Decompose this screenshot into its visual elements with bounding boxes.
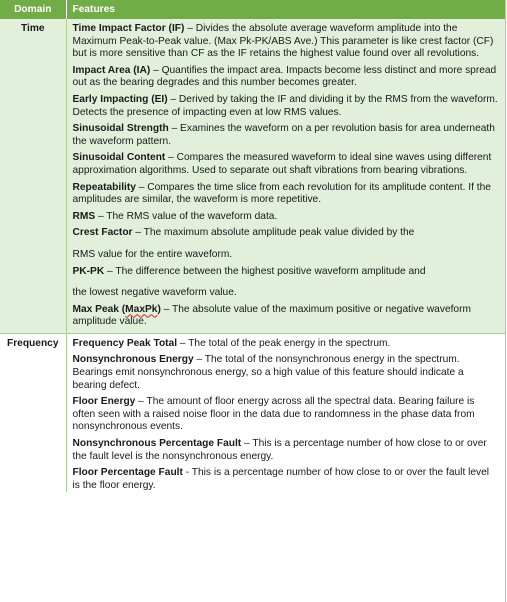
table-header-row [0,0,506,19]
feature-desc: – The absolute value of the maximum positive or negative waveform amplitude value. [72,303,471,328]
feature-crest-factor [67,227,507,240]
feature-name: Sinusoidal Strength [72,123,169,135]
feature-name: Impact Area (IA) [72,64,151,76]
table-row-time [0,19,506,333]
feature-name-part: ) [157,303,161,315]
feature-desc: – Derived by taking the IF and dividing it by the RMS from the waveform. Detects the presence of impacting even at low RMS values. [72,93,498,118]
feature-desc: – Compares the time slice from each revolution for its amplitude content. If the amplitudes are similar, the waveform is more repetitive. [72,181,491,206]
feature-sinusoidal-strength [67,123,507,148]
feature-name: Time Impact Factor (IF) [72,23,185,34]
feature-floor-energy [67,396,507,434]
feature-desc: – The total of the peak energy in the spectrum. [177,337,391,349]
feature-sinusoidal-content [67,152,507,177]
feature-desc: – Divides the absolute average waveform amplitude into the Maximum Peak-to-Peak value. (Max Pk-PK/ABS Ave.) This parameter is like crest factor (CF) but is more sensitive than CF as the IF retains the highest value found over all revolutions. [72,23,494,60]
feature-name: RMS [72,210,96,222]
feature-name: Sinusoidal Content [72,152,166,164]
feature-name [73,304,161,315]
feature-name: Floor Percentage Fault [72,467,183,479]
feature-desc: – The total of the nonsynchronous energy in the spectrum. Bearings emit nonsynchronous energy, so a high value of this feature should indicate a bearing defect. [72,354,464,391]
table-row-frequency [0,333,506,492]
feature-nonsynchronous-percentage-fault [67,438,507,463]
feature-early-impacting [67,94,507,119]
feature-frequency-peak-total [67,338,507,351]
feature-desc: – The maximum absolute amplitude peak value divided by the [132,227,415,239]
feature-desc: - This is a percentage number of how close to or over the fault level is the floor energy. [72,467,490,491]
feature-desc: – Compares the measured waveform to ideal sine waves using different approximation algorithms. Used to separate out shaft vibrations from bearing vibrations. [72,152,492,176]
feature-desc: – The difference between the highest positive waveform amplitude and [104,265,426,277]
feature-desc: – The amount of floor energy across all the spectral data. Bearing failure is often seen with a raised noise floor in the data due to randomness in the phase data from nonsynchronous events. [72,396,475,433]
feature-crest-factor-continued: RMS value for the entire waveform. [72,248,233,260]
feature-desc: – Quantifies the impact area. Impacts become less distinct and more spread out as the bearing degrades and this number becomes greater. [72,64,497,89]
feature-repeatability [67,182,507,207]
feature-name: Floor Energy [72,396,136,408]
feature-nonsynchronous-energy [67,354,507,392]
feature-name: PK-PK [72,265,105,277]
feature-name: Nonsynchronous Percentage Fault [72,438,242,450]
feature-time-impact-factor [67,23,507,61]
feature-name: Early Impacting (EI) [72,93,168,105]
feature-name: Nonsynchronous Energy [72,354,194,366]
feature-name-part: Max Peak ( [72,303,126,315]
feature-impact-area [67,65,507,90]
spellcheck-word: MaxPk [125,303,158,315]
domain-frequency: Frequency [0,333,66,492]
feature-rms [67,211,507,224]
feature-name: Repeatability [72,181,136,193]
feature-desc: – This is a percentage number of how close to or over the fault level is the nonsynchronous energy. [72,438,487,462]
header-features: Features [66,0,506,19]
feature-floor-percentage-fault [67,467,507,492]
domain-time: Time [0,19,66,333]
table-right-border [505,0,506,602]
header-domain: Domain [0,0,66,19]
features-time [66,19,506,333]
feature-max-peak [67,304,507,329]
feature-desc: – The RMS value of the waveform data. [95,210,278,222]
feature-name: Crest Factor [72,227,133,239]
feature-name: Frequency Peak Total [72,337,178,349]
feature-pk-pk-continued: the lowest negative waveform value. [72,287,237,299]
features-frequency [66,333,506,492]
feature-desc: – Examines the waveform on a per revolution basis for area underneath the waveform pattern. [72,123,495,147]
feature-pk-pk [67,266,507,279]
